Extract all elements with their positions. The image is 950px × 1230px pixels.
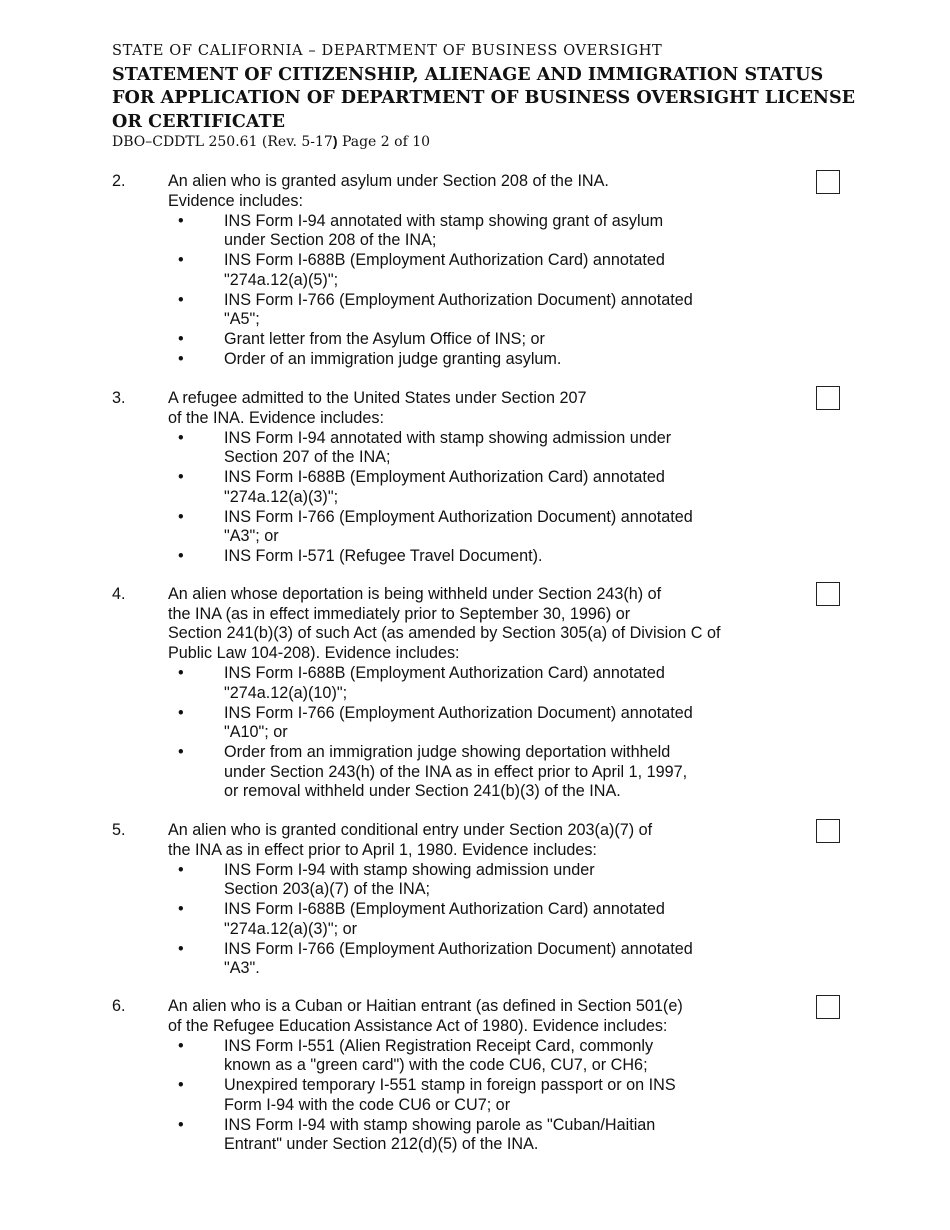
bullet-icon: • xyxy=(178,251,184,269)
bullet-icon: • xyxy=(178,703,184,722)
item-description: An alien who is granted conditional entry under Section 203(a)(7) of the INA as in effect prior to April 1, 1980. Evidence includes: xyxy=(168,821,653,859)
form-title-line-1: STATEMENT OF CITIZENSHIP, ALIENAGE AND IMMIGRATION STATUS xyxy=(112,64,824,85)
item-description: A refugee admitted to the United States under Section 207 of the INA. Evidence includes: xyxy=(168,389,587,427)
bullet-icon: • xyxy=(178,743,184,761)
form-id-line xyxy=(112,133,430,150)
item-number: 5. xyxy=(112,821,126,839)
item-number: 2. xyxy=(112,172,126,190)
bullet-icon: • xyxy=(178,330,184,348)
form-id-paren: ) xyxy=(332,133,338,149)
item-5-checkbox[interactable] xyxy=(816,819,840,843)
bullet-icon: • xyxy=(178,1036,184,1055)
item-description: An alien who is granted asylum under Section 208 of the INA. Evidence includes: xyxy=(168,172,609,210)
page-indicator: Page 2 of 10 xyxy=(337,134,431,150)
bullet-icon: • xyxy=(178,1115,184,1134)
bullet-icon: • xyxy=(178,939,184,958)
item-6-checkbox[interactable] xyxy=(816,995,840,1019)
bullet-icon: • xyxy=(178,468,184,486)
bullet-icon: • xyxy=(178,290,184,309)
agency-line: STATE OF CALIFORNIA – DEPARTMENT OF BUSINESS OVERSIGHT xyxy=(112,42,663,59)
form-id: DBO–CDDTL 250.61 (Rev. 5-17 xyxy=(112,134,333,150)
item-description: An alien who is a Cuban or Haitian entrant (as defined in Section 501(e) of the Refugee Education Assistance Act of 1980). Evidence includes: xyxy=(168,997,683,1035)
item-number: 4. xyxy=(112,585,126,603)
bullet-icon: • xyxy=(178,211,184,230)
item-3-checkbox[interactable] xyxy=(816,386,840,410)
bullet-icon: • xyxy=(178,507,184,526)
bullet-icon: • xyxy=(178,428,184,447)
item-2-checkbox[interactable] xyxy=(816,170,840,194)
form-title-line-3: OR CERTIFICATE xyxy=(112,111,286,132)
form-title-line-2: FOR APPLICATION OF DEPARTMENT OF BUSINESS OVERSIGHT LICENSE xyxy=(112,87,856,108)
item-number: 6. xyxy=(112,997,126,1015)
bullet-icon: • xyxy=(178,1076,184,1094)
bullet-icon: • xyxy=(178,547,184,565)
item-description: An alien whose deportation is being withheld under Section 243(h) of the INA (as in effect immediately prior to September 30, 1996) or Section 241(b)(3) of such Act (as amended by Section 305(a) of Division C of Public Law 104-208). Evidence includes: xyxy=(168,585,721,663)
bullet-icon: • xyxy=(178,349,184,368)
item-number: 3. xyxy=(112,389,126,407)
bullet-icon: • xyxy=(178,664,184,682)
bullet-icon: • xyxy=(178,860,184,879)
bullet-icon: • xyxy=(178,900,184,918)
item-4-checkbox[interactable] xyxy=(816,582,840,606)
